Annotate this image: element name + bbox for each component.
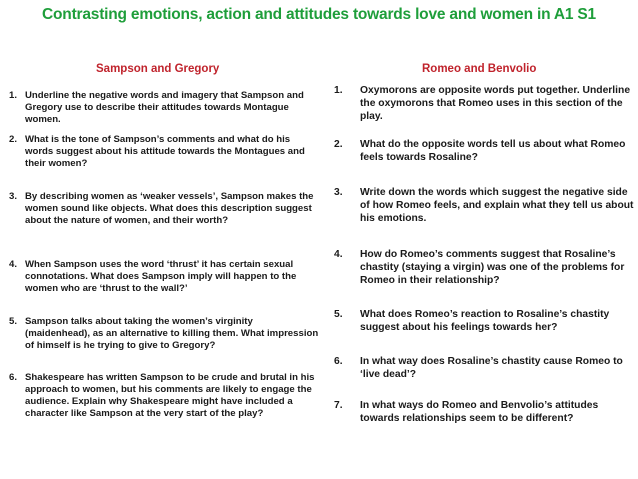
question-text: In what ways do Romeo and Benvolio’s attitudes towards relationships seem to be different? <box>360 400 599 424</box>
question-text: Sampson talks about taking the women’s virginity (maidenhead), as an alternative to killing them. What impression of himself is he trying to give to Gregory? <box>25 316 319 351</box>
question-number: 5. <box>334 309 343 320</box>
right-column-heading: Romeo and Benvolio <box>422 63 537 75</box>
question-text: What do the opposite words tell us about what Romeo feels towards Rosaline? <box>360 139 626 163</box>
page-title: Contrasting emotions, action and attitudes towards love and women in A1 S1 <box>42 6 596 23</box>
question-number: 3. <box>9 191 18 202</box>
question-text: Oxymorons are opposite words put together. Underline the oxymorons that Romeo uses in this section of the play. <box>360 85 631 122</box>
question-text: What does Romeo’s reaction to Rosaline’s chastity suggest about his feelings towards her? <box>360 309 610 333</box>
question-text: In what way does Rosaline’s chastity cause Romeo to ‘live dead’? <box>360 356 623 380</box>
question-text: Write down the words which suggest the negative side of how Romeo feels, and explain what they tell us about his emotions. <box>360 187 634 224</box>
question-number: 2. <box>9 134 18 145</box>
question-number: 2. <box>334 139 343 150</box>
question-text: What is the tone of Sampson’s comments and what do his words suggest about his attitude towards the Montagues and their women? <box>25 134 305 169</box>
right-question-1 <box>334 84 634 123</box>
question-number: 3. <box>334 187 343 198</box>
question-text: Shakespeare has written Sampson to be crude and brutal in his approach to women, but his comments are likely to engage the audience. Explain why Shakespeare might have included a character like Sampson at the very start of the play? <box>25 372 315 419</box>
left-column-heading: Sampson and Gregory <box>96 63 220 75</box>
right-question-4 <box>334 248 634 287</box>
left-question-3 <box>9 191 319 227</box>
right-question-6 <box>334 355 634 381</box>
question-number: 6. <box>334 356 343 367</box>
question-number: 6. <box>9 372 18 383</box>
question-number: 7. <box>334 400 343 411</box>
question-number: 4. <box>9 259 18 270</box>
question-number: 4. <box>334 249 343 260</box>
right-question-5 <box>334 308 634 334</box>
question-text: How do Romeo’s comments suggest that Rosaline’s chastity (staying a virgin) was one of the problems for Romeo in their relationship? <box>360 249 625 286</box>
question-number: 1. <box>9 90 18 101</box>
left-question-4 <box>9 259 319 295</box>
question-text: By describing women as ‘weaker vessels’, Sampson makes the women sound like objects. What does this description suggest about the nature of women, and their worth? <box>25 191 314 226</box>
left-question-5 <box>9 316 319 352</box>
right-question-2 <box>334 138 634 164</box>
left-question-1 <box>9 90 319 126</box>
left-question-6 <box>9 372 319 420</box>
right-question-7 <box>334 399 634 425</box>
right-question-3 <box>334 186 634 225</box>
question-text: Underline the negative words and imagery that Sampson and Gregory use to describe their attitudes towards Montague women. <box>25 90 304 125</box>
left-question-2 <box>9 134 319 170</box>
question-number: 5. <box>9 316 18 327</box>
question-text: When Sampson uses the word ‘thrust’ it has certain sexual connotations. What does Sampson imply will happen to the women who are ‘thrust to the wall?’ <box>25 259 297 294</box>
question-number: 1. <box>334 85 343 96</box>
